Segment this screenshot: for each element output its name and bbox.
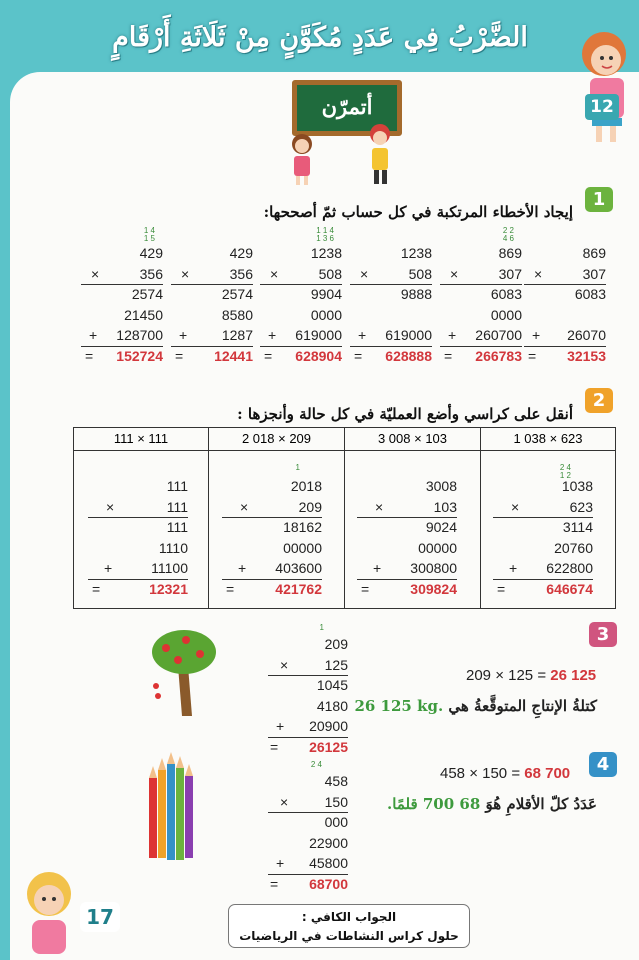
carry-digits: 1 4	[143, 226, 155, 235]
equals-sign: =	[361, 580, 370, 597]
multiplication-block	[350, 245, 432, 389]
carry-digits: 1 1 4	[316, 226, 334, 235]
partial-product: 00000	[418, 539, 457, 556]
product-result: 68700	[309, 875, 348, 892]
equals-sign: =	[444, 347, 453, 364]
calc-rule	[268, 737, 348, 738]
calc-rule	[268, 675, 348, 676]
calc-rule	[268, 874, 348, 875]
partial-product: 1045	[316, 677, 348, 693]
carry-digits: 1 3 6	[316, 234, 334, 243]
product-result: 152724	[116, 347, 163, 364]
partial-product: 4180	[316, 697, 348, 714]
partial-product: 0000	[490, 306, 522, 323]
multiplier: 209	[298, 498, 322, 515]
multiplicand: 1238	[400, 245, 432, 261]
page-number: 17	[80, 902, 120, 932]
exercise-4-answer: عَدَدُ كلّ الأقلامِ هُوَ 68 700 قلمًا.	[387, 795, 597, 813]
partial-product: 260700	[475, 327, 522, 343]
multiplication-block	[357, 478, 457, 622]
multiplier: 103	[433, 498, 457, 515]
multiplicand: 458	[324, 773, 348, 789]
exercise-1-instruction: إيجاد الأخطاء المرتكبة في كل حساب ثمّ أصححها:	[263, 203, 573, 221]
calc-rule	[357, 579, 457, 580]
multiplier: 508	[318, 265, 342, 282]
exercise-2-number: 2	[585, 388, 613, 413]
calc-rule	[493, 579, 593, 580]
multiplier: 307	[582, 265, 606, 282]
partial-product: 1110	[158, 539, 188, 556]
multiplicand: 111	[166, 478, 188, 494]
multiplication-block	[268, 760, 348, 917]
exercise-4-equation: 458 × 150 = 68 700	[440, 765, 571, 782]
times-sign: ×	[280, 656, 289, 673]
table-header: 3 008 × 103	[345, 428, 481, 451]
equals-sign: =	[270, 738, 279, 755]
calc-rule	[440, 284, 522, 285]
partial-product: 9024	[425, 519, 457, 535]
exercise-3-number: 3	[589, 622, 617, 647]
partial-product: 26070	[567, 327, 606, 343]
carry-digits: 2 4	[310, 760, 322, 769]
times-sign: ×	[511, 498, 520, 515]
times-sign: ×	[360, 265, 369, 282]
multiplicand: 429	[229, 245, 253, 261]
equals-sign: =	[528, 347, 537, 364]
calc-rule	[81, 284, 163, 285]
product-result: 628888	[385, 347, 432, 364]
carry-digits: 1	[295, 463, 300, 472]
product-result: 32153	[567, 347, 606, 364]
product-result: 266783	[475, 347, 522, 364]
equals-sign: =	[175, 347, 184, 364]
carry-digits: 2 2	[502, 226, 514, 235]
partial-product: 20760	[554, 539, 593, 556]
partial-product: 20900	[309, 718, 348, 734]
product-result: 12441	[214, 347, 253, 364]
partial-product: 6083	[574, 286, 606, 302]
table-header: 111 × 111	[74, 428, 209, 451]
plus-sign: +	[373, 560, 382, 576]
calc-rule	[350, 284, 432, 285]
times-sign: ×	[240, 498, 249, 515]
plus-sign: +	[532, 327, 541, 343]
exercise-3-answer: كتلةُ الإنتاجِ المتوقَّعةُ هي 26 125 kg.	[354, 697, 597, 715]
table-header: 1 038 × 623	[481, 428, 615, 451]
plus-sign: +	[268, 327, 277, 343]
pencils-illustration	[145, 748, 201, 866]
times-sign: ×	[91, 265, 100, 282]
equals-sign: =	[85, 347, 94, 364]
product-result: 12321	[149, 580, 188, 597]
calc-rule	[81, 346, 163, 347]
multiplicand: 869	[582, 245, 606, 261]
equals-sign: =	[354, 347, 363, 364]
partial-product: 000	[324, 814, 348, 830]
carry-digits: 2 4	[559, 463, 571, 472]
times-sign: ×	[534, 265, 543, 282]
partial-product: 3114	[562, 519, 593, 535]
times-sign: ×	[450, 265, 459, 282]
calc-rule	[260, 284, 342, 285]
exercise-1-number: 1	[585, 187, 613, 212]
times-sign: ×	[375, 498, 384, 515]
multiplicand: 2018	[290, 478, 322, 494]
product-result: 309824	[410, 580, 457, 597]
partial-product: 45800	[309, 855, 348, 871]
multiplier: 623	[569, 498, 593, 515]
exercise-3-equation: 209 × 125 = 26 125	[466, 667, 597, 684]
partial-product: 18162	[283, 519, 322, 535]
footer-line-1: الجواب الكافي :	[301, 910, 397, 924]
multiplication-block	[222, 463, 322, 622]
partial-product: 128700	[116, 327, 163, 343]
page-title: الضَّرْبُ فِي عَدَدٍ مُكَوَّنٍ مِنْ ثَلَاثَةِ أَرْقَامٍ	[112, 22, 528, 53]
multiplicand: 3008	[425, 478, 457, 494]
equals-sign: =	[264, 347, 273, 364]
calc-rule	[524, 346, 606, 347]
plus-sign: +	[358, 327, 367, 343]
multiplicand: 1038	[561, 478, 593, 494]
calc-rule	[440, 346, 522, 347]
product-result: 421762	[275, 580, 322, 597]
partial-product: 11100	[151, 560, 188, 576]
multiplication-block	[524, 245, 606, 389]
partial-product: 6083	[490, 286, 522, 302]
product-result: 26125	[309, 738, 348, 755]
calc-rule	[222, 579, 322, 580]
calc-rule	[171, 346, 253, 347]
carry-digits: 1 2	[559, 471, 571, 480]
plus-sign: +	[509, 560, 518, 576]
table-header: 2 018 × 209	[209, 428, 345, 451]
plus-sign: +	[276, 855, 285, 871]
footer-line-2: حلول كراس النشاطات في الرياضيات	[239, 929, 459, 943]
partial-product: 8580	[221, 306, 253, 323]
equals-sign: =	[497, 580, 506, 597]
calc-rule	[171, 284, 253, 285]
multiplier: 508	[408, 265, 432, 282]
plus-sign: +	[448, 327, 457, 343]
calc-rule	[88, 517, 188, 518]
times-sign: ×	[106, 498, 115, 515]
multiplication-block	[493, 463, 593, 622]
partial-product: 0000	[310, 306, 342, 323]
exercise-4-number: 4	[589, 752, 617, 777]
multiplicand: 429	[139, 245, 163, 261]
calc-rule	[493, 517, 593, 518]
times-sign: ×	[280, 793, 289, 810]
plus-sign: +	[104, 560, 113, 576]
lesson-number-badge: 12	[585, 94, 619, 120]
calc-rule	[222, 517, 322, 518]
partial-product: 403600	[275, 560, 322, 576]
product-result: 646674	[546, 580, 593, 597]
plus-sign: +	[276, 718, 285, 734]
chalkboard-label: أتمرّن	[292, 80, 402, 136]
partial-product: 22900	[309, 834, 348, 851]
multiplicand: 869	[498, 245, 522, 261]
partial-product: 619000	[385, 327, 432, 343]
partial-product: 9904	[310, 286, 342, 302]
multiplier: 356	[229, 265, 253, 282]
footer-source-box	[228, 904, 470, 948]
times-sign: ×	[270, 265, 279, 282]
multiplication-block	[88, 478, 188, 622]
partial-product: 00000	[283, 539, 322, 556]
kids-illustration	[280, 104, 410, 186]
partial-product: 2574	[221, 286, 253, 302]
multiplication-block	[171, 245, 253, 389]
carry-digits: 1 5	[143, 234, 155, 243]
partial-product: 300800	[410, 560, 457, 576]
partial-product: 2574	[131, 286, 163, 302]
product-result: 628904	[295, 347, 342, 364]
plus-sign: +	[89, 327, 98, 343]
carry-digits: 1	[319, 623, 324, 632]
girl-footer-illustration	[18, 868, 80, 956]
apple-tree-illustration	[148, 626, 216, 718]
calc-rule	[268, 812, 348, 813]
partial-product: 9888	[400, 286, 432, 302]
partial-product: 619000	[295, 327, 342, 343]
equals-sign: =	[92, 580, 101, 597]
carry-digits: 4 6	[502, 234, 514, 243]
plus-sign: +	[179, 327, 188, 343]
calc-rule	[350, 346, 432, 347]
partial-product: 622800	[546, 560, 593, 576]
equals-sign: =	[226, 580, 235, 597]
calc-rule	[88, 579, 188, 580]
multiplier: 307	[498, 265, 522, 282]
equals-sign: =	[270, 875, 279, 892]
multiplier: 150	[324, 793, 348, 810]
multiplier: 356	[139, 265, 163, 282]
times-sign: ×	[181, 265, 190, 282]
multiplication-block	[260, 226, 342, 389]
multiplicand: 209	[324, 636, 348, 652]
multiplication-block	[268, 623, 348, 780]
exercise-2-instruction: أنقل على كراسي وأضع العمليّة في كل حالة وأنجزها :	[237, 405, 573, 423]
multiplier: 111	[166, 498, 188, 515]
calc-rule	[260, 346, 342, 347]
multiplication-block	[440, 226, 522, 389]
calc-rule	[524, 284, 606, 285]
plus-sign: +	[238, 560, 247, 576]
partial-product: 1287	[221, 327, 253, 343]
partial-product: 21450	[124, 306, 163, 323]
multiplication-block	[81, 226, 163, 389]
partial-product: 111	[166, 519, 188, 535]
calc-rule	[357, 517, 457, 518]
multiplicand: 1238	[310, 245, 342, 261]
girl-reading-illustration	[568, 26, 634, 146]
multiplier: 125	[324, 656, 348, 673]
